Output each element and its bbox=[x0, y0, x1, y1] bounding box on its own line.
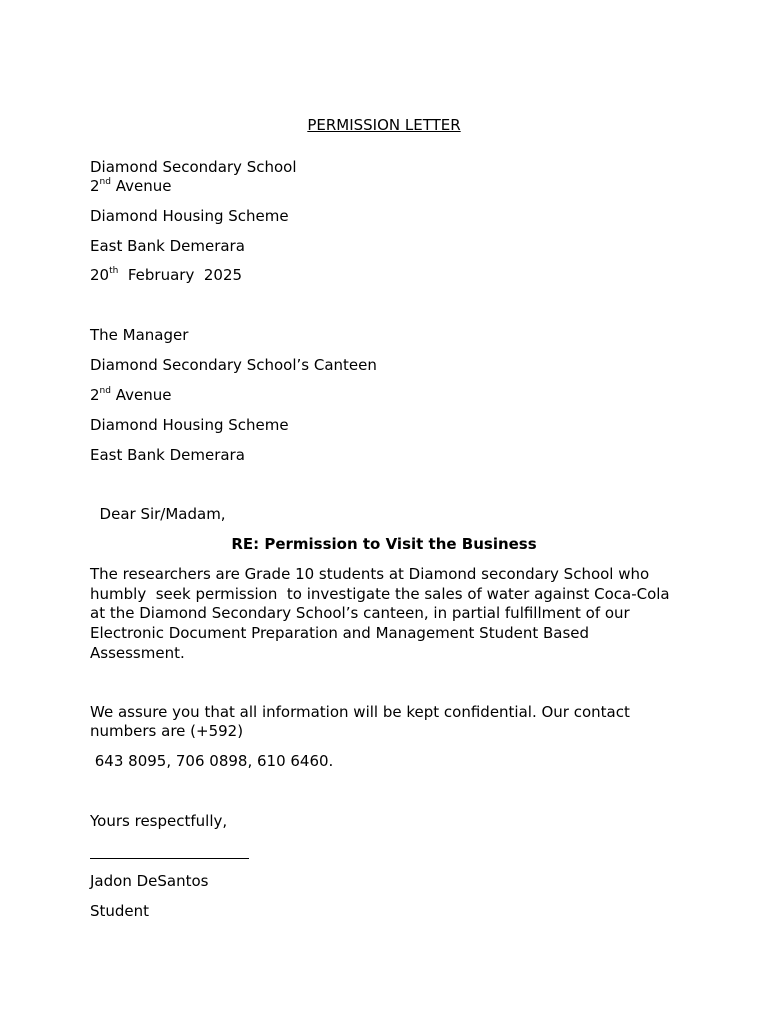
recipient-street bbox=[90, 386, 171, 405]
signature-line bbox=[90, 858, 249, 859]
recipient-street-number: 2 bbox=[90, 386, 100, 404]
letter-date bbox=[90, 266, 242, 285]
signatory-role: Student bbox=[90, 902, 150, 920]
sender-street-ordinal: nd bbox=[99, 177, 111, 187]
salutation: Dear Sir/Madam, bbox=[90, 505, 226, 523]
letter-title: PERMISSION LETTER bbox=[307, 116, 461, 134]
recipient-street-ordinal: nd bbox=[99, 386, 111, 396]
body-paragraph-1-line: The researchers are Grade 10 students at Diamond secondary School who bbox=[90, 565, 650, 583]
sender-school: Diamond Secondary School bbox=[90, 158, 297, 176]
contact-numbers: 643 8095, 706 0898, 610 6460. bbox=[90, 752, 334, 770]
body-paragraph-1-line: Electronic Document Preparation and Management Student Based bbox=[90, 624, 590, 642]
recipient-title: The Manager bbox=[90, 326, 189, 344]
sender-street bbox=[90, 177, 171, 196]
closing: Yours respectfully, bbox=[90, 812, 228, 830]
body-paragraph-1-line: Assessment. bbox=[90, 644, 185, 662]
date-month-year: February 2025 bbox=[118, 266, 243, 284]
sender-housing: Diamond Housing Scheme bbox=[90, 207, 289, 225]
recipient-region: East Bank Demerara bbox=[90, 446, 245, 464]
subject-line: RE: Permission to Visit the Business bbox=[231, 535, 537, 553]
date-ordinal: th bbox=[109, 266, 119, 276]
recipient-housing: Diamond Housing Scheme bbox=[90, 416, 289, 434]
body-paragraph-2-line: numbers are (+592) bbox=[90, 722, 244, 740]
body-paragraph-2-line: We assure you that all information will be kept confidential. Our contact bbox=[90, 703, 630, 721]
signatory-name: Jadon DeSantos bbox=[90, 872, 209, 890]
date-day: 20 bbox=[90, 266, 110, 284]
recipient-business: Diamond Secondary School’s Canteen bbox=[90, 356, 377, 374]
sender-street-name: Avenue bbox=[110, 177, 172, 195]
body-paragraph-1-line: at the Diamond Secondary School’s canteen, in partial fulfillment of our bbox=[90, 604, 630, 622]
body-paragraph-1-line: humbly seek permission to investigate the sales of water against Coca-Cola bbox=[90, 585, 670, 603]
recipient-street-name: Avenue bbox=[110, 386, 172, 404]
sender-street-number: 2 bbox=[90, 177, 100, 195]
sender-region: East Bank Demerara bbox=[90, 237, 245, 255]
